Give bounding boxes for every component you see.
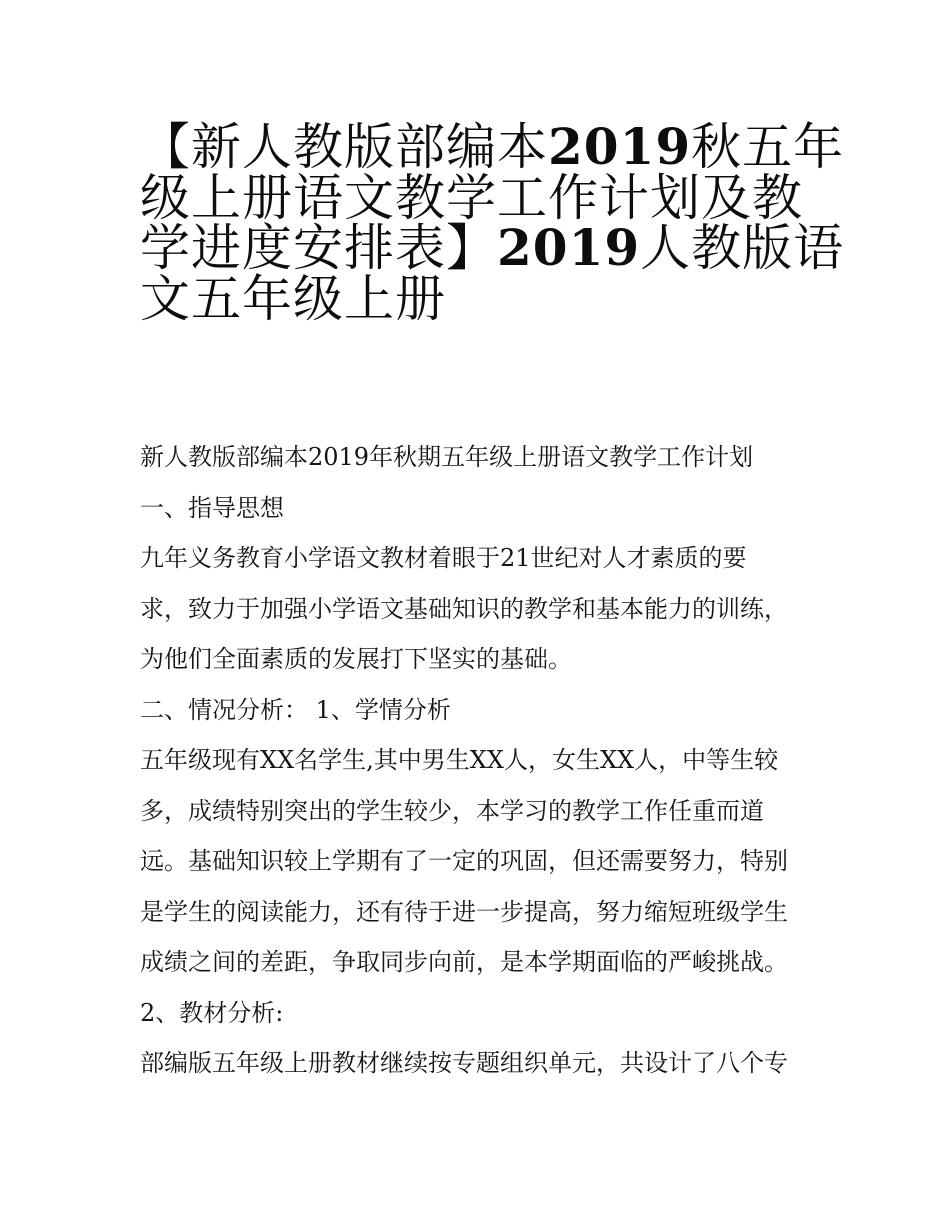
document-title (140, 108, 845, 328)
paragraph-line: 成绩之间的差距，争取同步向前，是本学期面临的严峻挑战。 (140, 948, 788, 976)
paragraph-line: 部编版五年级上册教材继续按专题组织单元，共设计了八个专 (140, 1049, 788, 1077)
title-text: 【新人教版部编本 (140, 118, 548, 176)
paragraph-line: 多，成绩特别突出的学生较少，本学习的教学工作任重而道 (140, 796, 764, 825)
title-text: 文五年级上册 (140, 269, 446, 328)
paragraph-line: 九年义务教育小学语文教材着眼于21世纪对人才素质的要 (140, 544, 747, 572)
title-text: 学进度安排表】 (140, 219, 497, 277)
title-text: 秋五年 (691, 118, 845, 176)
section-heading-guiding-ideology: 一、指导思想 (140, 493, 284, 522)
title-text: 级上册语文教学工作计划及教 (140, 168, 803, 227)
section-heading-textbook-analysis: 2、教材分析: (140, 998, 284, 1027)
paragraph-line: 求，致力于加强小学语文基础知识的教学和基本能力的训练， (140, 594, 788, 623)
title-year: 2019 (548, 117, 692, 176)
title-line-2 (140, 159, 820, 227)
title-text: 人教版语 (640, 219, 845, 277)
paragraph-line: 五年级现有XX名学生,其中男生XX人，女生XX人，中等生较 (140, 746, 779, 774)
title-line-3 (140, 209, 845, 277)
paragraph-line: 为他们全面素质的发展打下坚实的基础。 (140, 645, 572, 673)
paragraph-line: 远。基础知识较上学期有了一定的巩固，但还需要努力，特别 (140, 847, 788, 875)
section-heading-situation-analysis: 二、情况分析： 1、学情分析 (140, 695, 451, 724)
body-subtitle: 新人教版部编本2019年秋期五年级上册语文教学工作计划 (140, 443, 754, 471)
document-body (140, 432, 830, 1089)
title-year: 2019 (497, 218, 641, 277)
title-line-1 (140, 108, 845, 176)
paragraph-line: 是学生的阅读能力，还有待于进一步提高，努力缩短班级学生 (140, 897, 788, 926)
